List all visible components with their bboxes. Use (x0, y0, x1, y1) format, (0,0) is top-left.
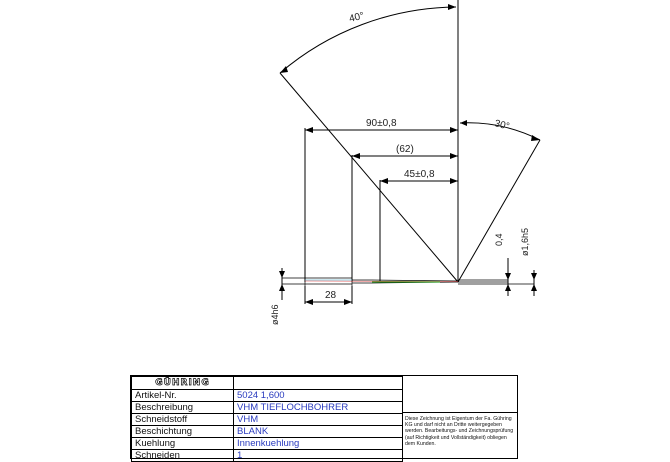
dim-shank-len-label: 28 (325, 290, 337, 301)
logo-cell (132, 377, 234, 390)
dim-ref-label: (62) (396, 144, 414, 155)
title-block (130, 375, 518, 459)
logo-cell-empty (234, 377, 403, 390)
dim-flute-arrow-r (450, 178, 458, 184)
dim-tip-dia-arrow-top (531, 273, 537, 280)
dim-overall-label: 90±0,8 (366, 118, 397, 129)
table-row (132, 402, 403, 414)
dim-shank-len-arrow-l (305, 299, 313, 305)
angle-40-label: 40° (348, 10, 366, 25)
row-label: Beschichtung (132, 426, 234, 438)
dim-flute-label: 45±0,8 (404, 169, 435, 180)
dim-tip-dia-arrow-bot (531, 284, 537, 291)
dim-shank-dia-label: ø4h6 (270, 304, 280, 325)
angle-30-leg (458, 140, 540, 282)
angle-30-label: 30° (493, 118, 511, 133)
angle-40-arc (280, 7, 456, 73)
row-value: VHM (234, 414, 403, 426)
title-block-logo-row (132, 377, 403, 390)
dim-overall-arrow-l (305, 127, 313, 133)
row-label: Artikel-Nr. (132, 390, 234, 402)
table-row (132, 414, 403, 426)
row-label: Beschreibung (132, 402, 234, 414)
tool-body (282, 276, 534, 286)
row-label: Kuehlung (132, 438, 234, 450)
dim-ref-arrow-r (450, 153, 458, 159)
row-value: VHM TIEFLOCHBOHRER (234, 402, 403, 414)
table-row (132, 438, 403, 450)
dim-shank-len-arrow-r (344, 299, 352, 305)
angle-30-arrow-right (531, 135, 540, 141)
row-value: Innenkuehlung (234, 438, 403, 450)
dim-step-arrow-top (505, 273, 511, 280)
dim-step-label: 0,4 (494, 233, 504, 246)
dim-overall-arrow-r (450, 127, 458, 133)
dim-ref-arrow-l (352, 153, 360, 159)
angle-40-arrow-right (448, 4, 456, 10)
ownership-note: Diese Zeichnung ist Eigentum der Fa. Gühring KG und darf nicht an Dritte weitergegeben werden. Bearbeitungs- und Zeichnungsprüfung (auf Richtigkeit und Vollständigkeit) obliegen dem Kunden. (402, 412, 517, 458)
row-value: BLANK (234, 426, 403, 438)
dim-shank-dia-arrow-bot (279, 284, 285, 291)
row-value: 1 (234, 450, 403, 462)
row-value: 5024 1,600 (234, 390, 403, 402)
guehring-logo: GÜHRING (155, 378, 210, 388)
row-label: Schneidstoff (132, 414, 234, 426)
title-block-table (131, 376, 403, 462)
dim-flute-arrow-l (380, 178, 388, 184)
dim-shank-dia-arrow-top (279, 271, 285, 278)
table-row (132, 390, 403, 402)
dim-tip-dia-label: ø1,6h5 (520, 227, 530, 256)
row-label: Schneiden (132, 450, 234, 462)
angle-30-arrow-left (460, 120, 467, 126)
table-row (132, 426, 403, 438)
dim-step-arrow-bot (505, 284, 511, 291)
